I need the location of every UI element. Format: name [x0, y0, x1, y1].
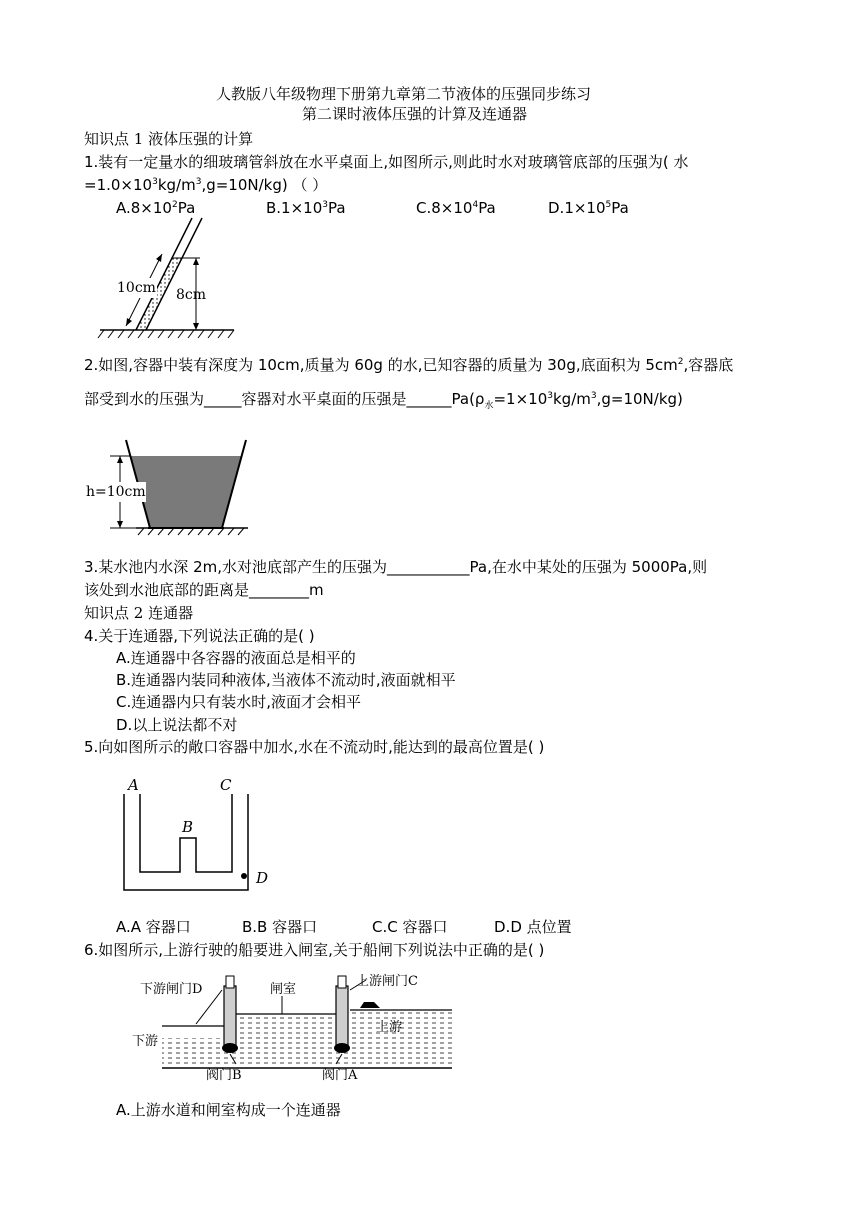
q4-option-b: B.连通器内装同种液体,当液体不流动时,液面就相平 [116, 671, 456, 689]
tube-wall-right [146, 218, 202, 330]
q1-length-label: 10cm [117, 280, 156, 296]
q1-option-d: $D.1\times 10^5Pa$ [548, 199, 629, 217]
q6-label-chamber: 闸室 [270, 982, 297, 997]
q5-label-b: B [182, 818, 194, 836]
q5-label-a: A [128, 776, 139, 794]
q3-stem-line2: 该处到水池底部的距离是________m [84, 581, 324, 599]
q1-stem-line1: 1.装有一定量水的细玻璃管斜放在水平桌面上,如图所示,则此时水对玻璃管底部的压强为( 水 [84, 153, 689, 171]
q6-label-downstream: 下游 [132, 1034, 159, 1049]
q5-vessel-figure [120, 790, 260, 895]
q1-option-c: $C.8\times 10^4Pa$ [416, 199, 496, 217]
q1-option-a: $A.8\times 10^2Pa$ [116, 199, 196, 217]
tube-wall-left [136, 218, 192, 330]
q2-depth-label: h=10cm [86, 484, 146, 500]
q1-height-label: 8cm [176, 287, 207, 303]
q6-label-valve-a: 阀门A [322, 1068, 358, 1083]
q1-stem-line2: $=1.0\times 10^3kg/m^3,g=10N/kg$) （ ） [84, 176, 328, 194]
q5-label-c: C [220, 776, 232, 794]
q4-option-a: A.连通器中各容器的液面总是相平的 [116, 649, 356, 667]
q5-option-b: B.B 容器口 [242, 918, 318, 936]
q1-option-b: $B.1\times 10^3Pa$ [266, 199, 346, 217]
q6-stem: 6.如图所示,上游行驶的船要进入闸室,关于船闸下列说法中正确的是( ) [84, 941, 545, 959]
section-heading-2: 知识点 2 连通器 [84, 604, 194, 622]
q6-label-gate-d: 下游闸门D [140, 982, 203, 997]
page-title: 人教版八年级物理下册第九章第二节液体的压强同步练习 [216, 85, 592, 103]
q5-label-d: D [256, 869, 269, 887]
q5-option-a: A.A 容器口 [116, 918, 191, 936]
q4-option-d: D.以上说法都不对 [116, 716, 238, 734]
q6-option-a: A.上游水道和闸室构成一个连通器 [116, 1101, 341, 1119]
q4-option-c: C.连通器内只有装水时,液面才会相平 [116, 693, 362, 711]
q2-stem-line2: 部受到水的压强为_____容器对水平桌面的压强是$\_\_\_\_\_\_Pa(\rho_水=1\times 10^3kg/m^3,g=10N/kg)$ [84, 390, 683, 411]
q6-label-upstream: 上游 [376, 1020, 403, 1035]
page-subtitle: 第二课时液体压强的计算及连通器 [302, 105, 528, 123]
section-heading-1: 知识点 1 液体压强的计算 [84, 130, 254, 148]
q5-option-d: D.D 点位置 [494, 918, 572, 936]
q6-label-valve-b: 阀门B [206, 1068, 242, 1083]
q5-option-c: C.C 容器口 [372, 918, 448, 936]
q5-stem: 5.向如图所示的敞口容器中加水,水在不流动时,能达到的最高位置是( ) [84, 738, 545, 756]
q6-label-gate-c: 上游闸门C [356, 974, 418, 989]
q2-stem-line1: 2.如图,容器中装有深度为 10cm,质量为 60g 的水,已知容器的质量为 30g,底面积为 $5cm^2$,容器底 [84, 356, 734, 374]
point-d-dot [241, 873, 247, 879]
q3-stem-line1: 3.某水池内水深 2m,水对池底部产生的压强为___________Pa,在水中某处的压强为 5000Pa,则 [84, 558, 708, 576]
q4-stem: 4.关于连通器,下列说法正确的是( ) [84, 627, 315, 645]
